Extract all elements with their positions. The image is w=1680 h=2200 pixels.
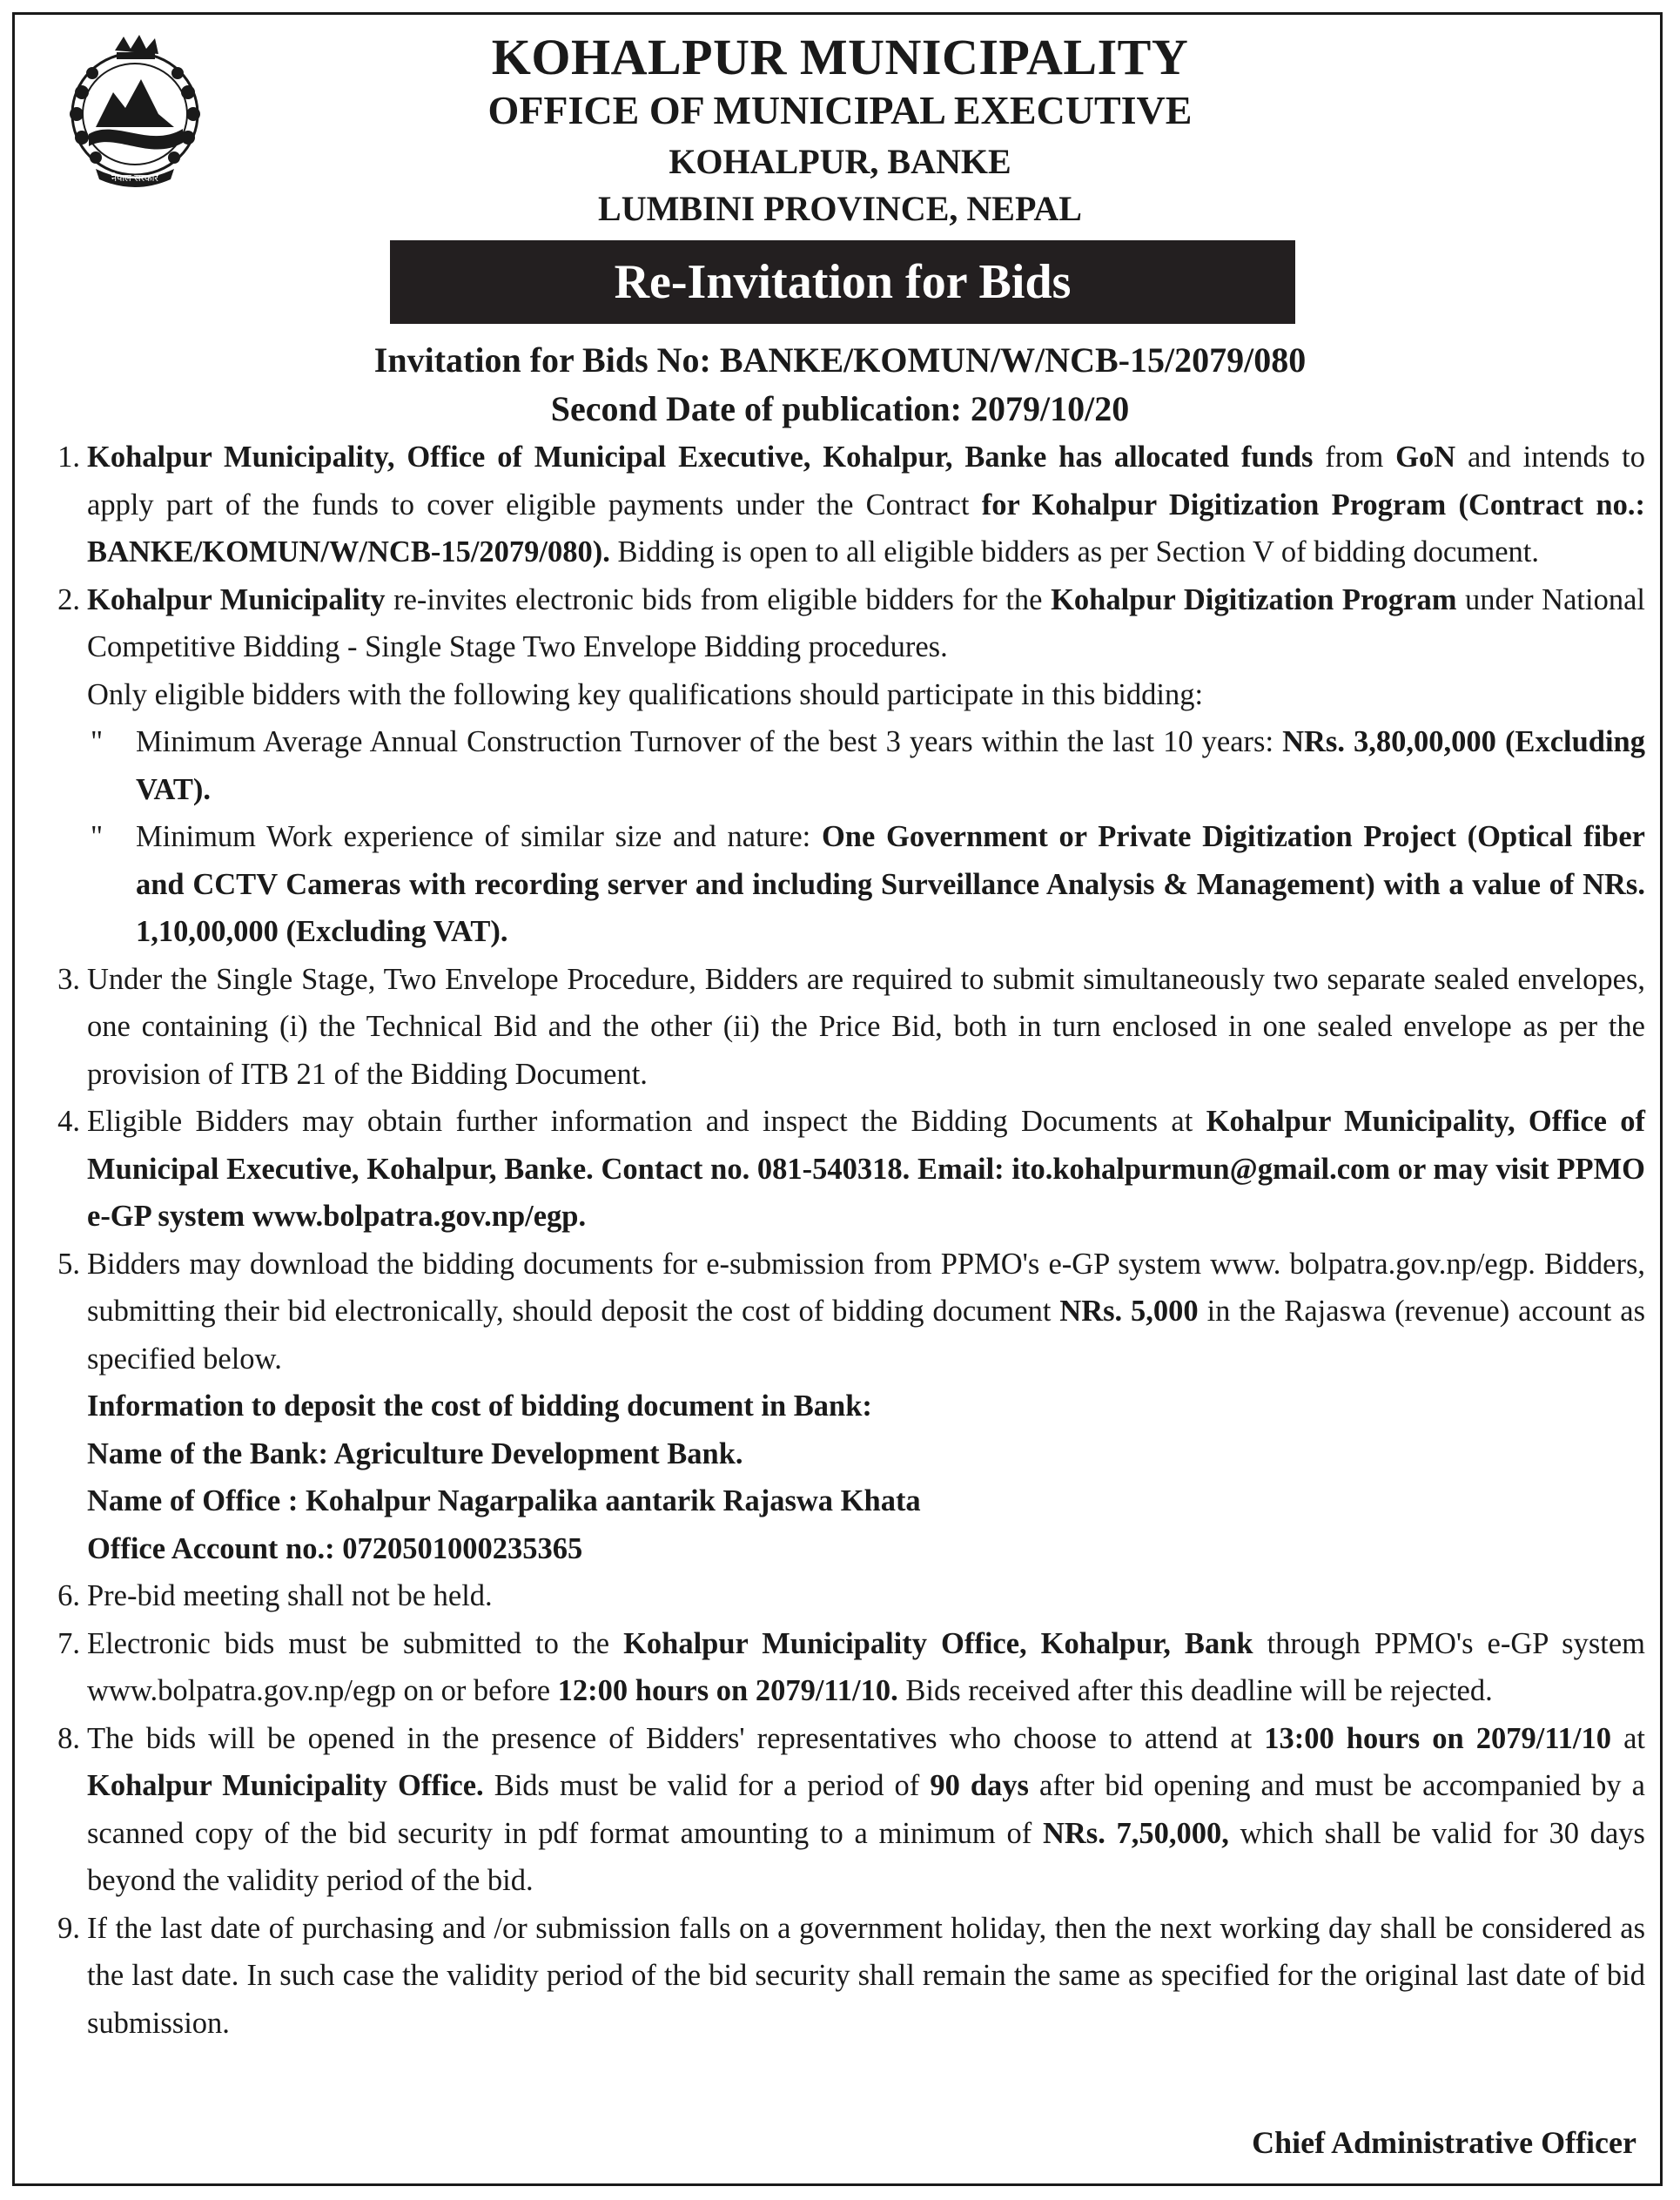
- clause-text: in the Rajaswa (revenue) account as specified below.: [87, 1295, 1645, 1376]
- clause-number: 9.: [57, 1911, 80, 1945]
- clause-bold-text: 13:00 hours on 2079/11/10: [1264, 1721, 1612, 1755]
- bullet-mark: ": [91, 725, 104, 758]
- clause-6: [31, 1572, 1645, 1620]
- signatory-title: Chief Administrative Officer: [1252, 2125, 1636, 2160]
- clause-bold-text: Kohalpur Digitization Program: [1051, 582, 1457, 616]
- qualification-text: Minimum Average Annual Construction Turnover of the best 3 years within the last 10 years:: [136, 725, 1283, 758]
- clause-text: and intends to apply part of the funds to cover eligible payments under the Contract: [87, 441, 1645, 521]
- office-account-name: Name of Office : Kohalpur Nagarpalika aantarik Rajaswa Khata: [87, 1484, 921, 1517]
- clause-text: Under the Single Stage, Two Envelope Procedure, Bidders are required to submit simultaneously two separate sealed envelopes, one containing (i) the Technical Bid and the other (ii) the Price Bid, both in turn enclosed in one sealed envelope as per the provision of ITB 21 of the Bidding Document.: [87, 962, 1645, 1091]
- clause-text: at: [1611, 1721, 1645, 1755]
- clause-8: [31, 1715, 1645, 1905]
- clause-9: [31, 1905, 1645, 2048]
- office-location: KOHALPUR, BANKE: [669, 142, 1011, 181]
- clause-bold-text: 90 days: [930, 1769, 1029, 1802]
- qualification-experience: [31, 813, 1645, 956]
- clause-text: The bids will be opened in the presence of Bidders' representatives who choose to attend at: [87, 1721, 1265, 1755]
- ifb-number: Invitation for Bids No: BANKE/KOMUN/W/NCB-15/2079/080: [373, 340, 1307, 380]
- clause-text: Electronic bids must be submitted to the: [87, 1626, 624, 1660]
- office-account-number: Office Account no.: 0720501000235365: [87, 1531, 583, 1565]
- clause-bold-text: Kohalpur Municipality Office.: [87, 1769, 484, 1802]
- clause-text: under National Competitive Bidding - Single Stage Two Envelope Bidding procedures.: [87, 582, 1645, 663]
- clause-bold-text: for Kohalpur Digitization Program (Contract no.: BANKE/KOMUN/W/NCB-15/2079/080).: [87, 488, 1645, 569]
- clause-number: 6.: [57, 1579, 80, 1612]
- clause-3: [31, 956, 1645, 1099]
- clause-5: [31, 1241, 1645, 1573]
- clause-bold-text: GoN: [1395, 441, 1456, 474]
- clause-number: 2.: [57, 582, 80, 616]
- clause-text: Eligible Bidders may obtain further information and inspect the Bidding Documents at: [87, 1105, 1206, 1138]
- municipality-name: KOHALPUR MUNICIPALITY: [491, 29, 1189, 85]
- clause-text: from: [1313, 441, 1396, 474]
- qualification-bold-text: NRs. 3,80,00,000 (Excluding VAT).: [136, 725, 1645, 806]
- clause-number: 7.: [57, 1626, 80, 1660]
- notice-title: Re-Invitation for Bids: [614, 255, 1072, 309]
- qualification-intro: Only eligible bidders with the following key qualifications should participate in this bidding:: [87, 677, 1204, 711]
- clause-text: after bid opening and must be accompanied by a scanned copy of the bid security in pdf format amounting to a minimum of: [87, 1769, 1645, 1850]
- clause-number: 8.: [57, 1721, 80, 1755]
- clause-bold-text: 12:00 hours on 2079/11/10.: [557, 1674, 898, 1707]
- clause-number: 3.: [57, 962, 80, 996]
- clause-7: [31, 1620, 1645, 1715]
- bullet-mark: ": [91, 820, 104, 853]
- notice-title-banner: [390, 240, 1295, 324]
- clause-bold-text: Kohalpur Municipality, Office of Municipal Executive, Kohalpur, Banke has allocated funds: [87, 441, 1314, 474]
- clause-bold-text: Kohalpur Municipality: [87, 582, 386, 616]
- clause-text: Pre-bid meeting shall not be held.: [87, 1579, 493, 1612]
- publication-date: Second Date of publication: 2079/10/20: [550, 389, 1130, 428]
- notice-body: [31, 434, 1645, 2047]
- office-province: LUMBINI PROVINCE, NEPAL: [598, 189, 1082, 228]
- qualification-bold-text: One Government or Private Digitization Project (Optical fiber and CCTV Cameras with recording server and including Surveillance Analysis & Management) with a value of NRs. 1,10,00,000 (Excluding VAT).: [136, 820, 1645, 948]
- emblem-caption: नेपाल सरकार: [111, 172, 158, 184]
- clause-text: through PPMO's e-GP system www.bolpatra.gov.np/egp on or before: [87, 1626, 1646, 1707]
- clause-text: Bidding is open to all eligible bidders as per Section V of bidding document.: [609, 535, 1539, 569]
- clause-number: 1.: [57, 441, 80, 474]
- clause-bold-text: Kohalpur Municipality, Office of Municipal Executive, Kohalpur, Banke. Contact no. 081-540318. Email: ito.kohalpurmun@gmail.com or may visit PPMO e-GP system www.bolpatra.gov.np/egp.: [87, 1105, 1645, 1233]
- clause-1: [31, 434, 1645, 576]
- qualification-text: Minimum Work experience of similar size and nature:: [136, 820, 822, 853]
- clause-text: which shall be valid for 30 days beyond the validity period of the bid.: [87, 1816, 1645, 1897]
- bank-info-heading: Information to deposit the cost of bidding document in Bank:: [87, 1389, 872, 1423]
- clause-bold-text: NRs. 7,50,000,: [1042, 1816, 1229, 1850]
- clause-number: 4.: [57, 1105, 80, 1138]
- clause-text: re-invites electronic bids from eligible bidders for the: [385, 582, 1052, 616]
- clause-bold-text: Kohalpur Municipality Office, Kohalpur, Bank: [623, 1626, 1253, 1660]
- clause-number: 5.: [57, 1247, 80, 1281]
- office-name: OFFICE OF MUNICIPAL EXECUTIVE: [487, 88, 1193, 132]
- clause-text: Bids received after this deadline will be rejected.: [897, 1674, 1493, 1707]
- clause-bold-text: NRs. 5,000: [1059, 1295, 1199, 1328]
- clause-text: Bids must be valid for a period of: [483, 1769, 931, 1802]
- clause-2: [31, 576, 1645, 719]
- clause-text: Bidders may download the bidding documents for e-submission from PPMO's e-GP system www. bolpatra.gov.np/egp. Bidders, submitting their bid electronically, should deposit the cost of bidding document: [87, 1247, 1645, 1328]
- bank-name: Name of the Bank: Agriculture Development Bank.: [87, 1436, 743, 1470]
- clause-4: [31, 1098, 1645, 1241]
- clause-text: If the last date of purchasing and /or submission falls on a government holiday, then the next working day shall be considered as the last date. In such case the validity period of the bid security shall remain the same as specified for the original last date of bid submission.: [87, 1911, 1645, 2040]
- qualification-turnover: [31, 718, 1645, 813]
